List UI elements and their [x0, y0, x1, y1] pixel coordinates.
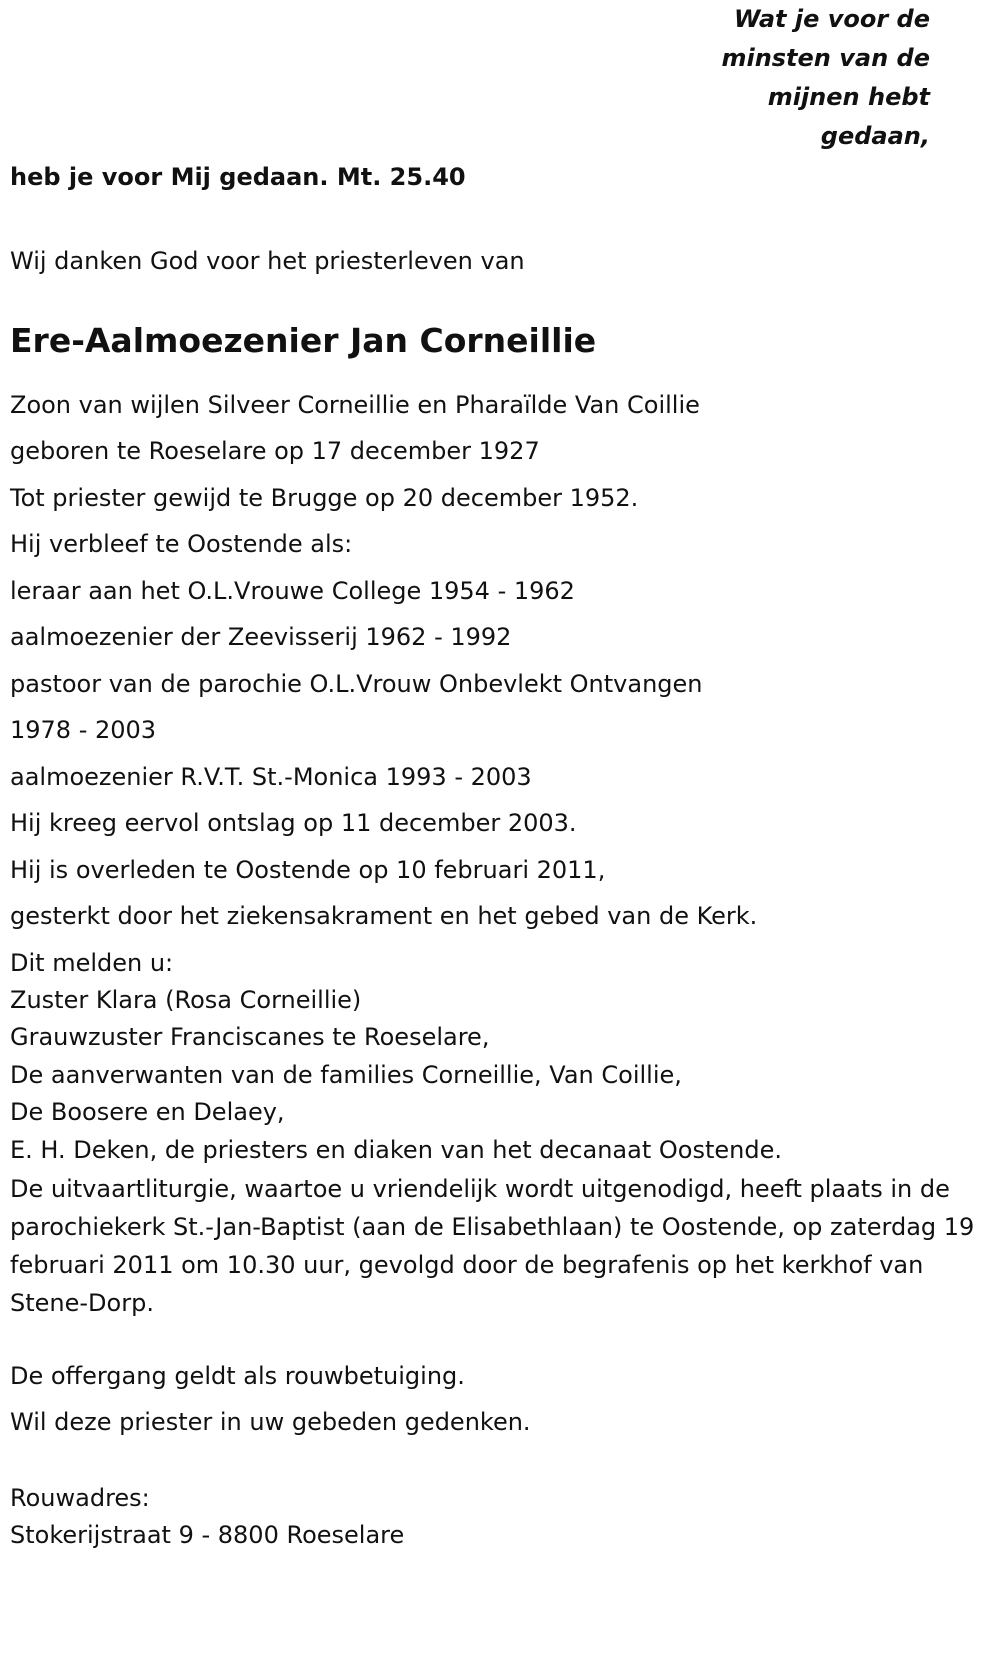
- family-line: Grauwzuster Franciscanes te Roeselare,: [10, 1023, 490, 1051]
- quote-line: gedaan,: [820, 122, 930, 150]
- biography-line: Hij is overleden te Oostende op 10 februari 2011,: [10, 856, 606, 884]
- address-street: Stokerijstraat 9 - 8800 Roeselare: [10, 1521, 405, 1549]
- intro-text: Wij danken God voor het priesterleven van: [10, 247, 525, 275]
- bible-quote: [721, 0, 930, 156]
- family-line: E. H. Deken, de priesters en diaken van het decanaat Oostende.: [10, 1136, 782, 1164]
- biography-line: aalmoezenier der Zeevisserij 1962 - 1992: [10, 623, 512, 651]
- biography-line: aalmoezenier R.V.T. St.-Monica 1993 - 2003: [10, 763, 532, 791]
- quote-line: Wat je voor de: [734, 5, 930, 33]
- family-line: De aanverwanten van de families Corneillie, Van Coillie,: [10, 1061, 682, 1089]
- closing-line: Wil deze priester in uw gebeden gedenken.: [10, 1408, 531, 1436]
- biography-line: 1978 - 2003: [10, 716, 157, 744]
- family-line: Zuster Klara (Rosa Corneillie): [10, 986, 362, 1014]
- biography-line: Hij verbleef te Oostende als:: [10, 530, 353, 558]
- biography-line: Zoon van wijlen Silveer Corneillie en Pharaïlde Van Coillie: [10, 391, 700, 419]
- biography-line: leraar aan het O.L.Vrouwe College 1954 - 1962: [10, 577, 575, 605]
- biography-line: gesterkt door het ziekensakrament en het gebed van de Kerk.: [10, 902, 758, 930]
- address-label: Rouwadres:: [10, 1484, 150, 1512]
- biography-line: Tot priester gewijd te Brugge op 20 december 1952.: [10, 484, 639, 512]
- quote-reference: heb je voor Mij gedaan. Mt. 25.40: [10, 163, 466, 191]
- funeral-details: De uitvaartliturgie, waartoe u vriendelijk wordt uitgenodigd, heeft plaats in de parochiekerk St.-Jan-Baptist (aan de Elisabethlaan) te Oostende, op zaterdag 19 februari 2011 om 10.30 uur, gevolgd door de begrafenis op het kerkhof van Stene-Dorp.: [10, 1175, 975, 1317]
- family-line: De Boosere en Delaey,: [10, 1098, 285, 1126]
- biography-line: geboren te Roeselare op 17 december 1927: [10, 437, 540, 465]
- announcement-intro: Dit melden u:: [10, 949, 174, 977]
- biography-line: pastoor van de parochie O.L.Vrouw Onbevlekt Ontvangen: [10, 670, 703, 698]
- biography-line: Hij kreeg eervol ontslag op 11 december 2003.: [10, 809, 577, 837]
- closing-line: De offergang geldt als rouwbetuiging.: [10, 1362, 465, 1390]
- deceased-name: Ere-Aalmoezenier Jan Corneillie: [10, 321, 597, 360]
- quote-line: minsten van de: [721, 44, 930, 72]
- quote-line: mijnen hebt: [767, 83, 930, 111]
